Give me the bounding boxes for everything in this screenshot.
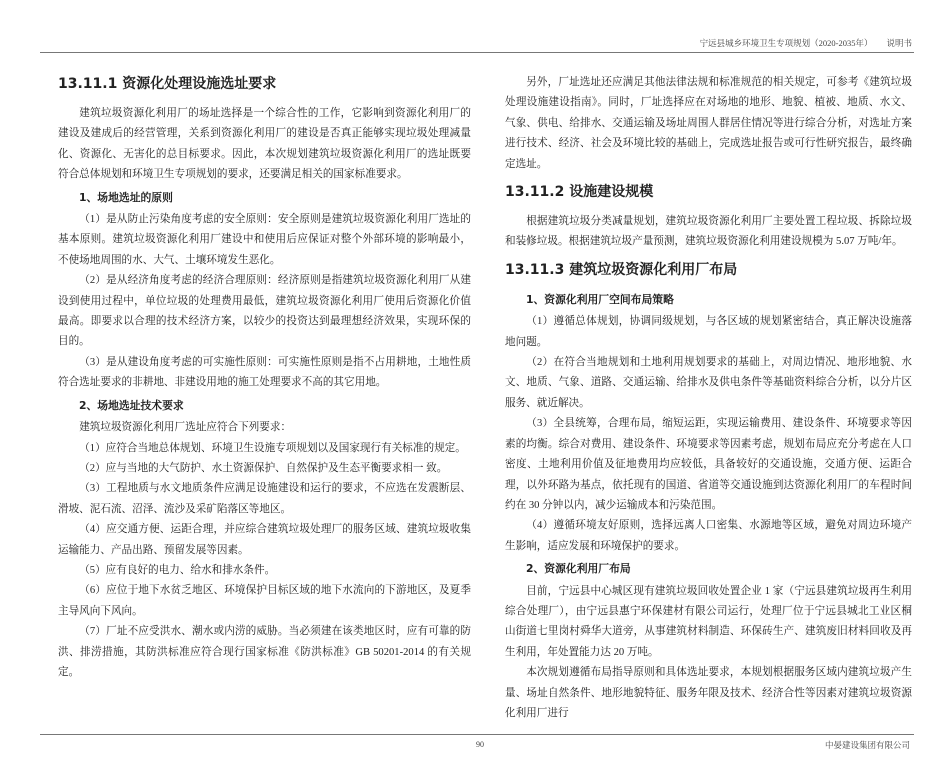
- requirement-item: （5）应有良好的电力、给水和排水条件。: [79, 564, 276, 576]
- subheading-plant-layout: 2、资源化利用厂布局: [526, 562, 631, 576]
- left-column: [58, 71, 471, 724]
- other-regulations-paragraph: 另外，厂址选址还应满足其他法律法规和标准规范的相关规定，可参考《建筑垃圾处理设施建设指南》。同时，厂址选择应在对场地的地形、地貌、植被、地质、水文、气象、供电、给排水、交通运输及场址周围人群居住情况等进行综合分析，对选址方案进行技术、经济、社会及环境比较的基础上，完成选址报告或可行性研究报告，最终确定选址。: [505, 77, 912, 170]
- strategy-item: （4）遵循环境友好原则，选择远离人口密集、水源地等区域，避免对周边环境产生影响，适应发展和环境保护的要求。: [505, 520, 912, 552]
- principle-item: （2）是从经济角度考虑的经济合理原则：经济原则是指建筑垃圾资源化利用厂从建设到使用过程中，单位垃圾的处理费用最低，建筑垃圾资源化利用厂使用后资源化价值最高。即要求以合理的技术经济方案，以较少的投资达到最理想经济效果，实现环保的目的。: [58, 275, 471, 348]
- page-header: [686, 37, 914, 49]
- principle-item: （3）是从建设角度考虑的可实施性原则：可实施性原则是指不占用耕地，土地性质符合选址要求的非耕地、非建设用地的施工处理要求不高的其它用地。: [58, 356, 471, 389]
- requirement-item: （6）应位于地下水贫乏地区、环境保护目标区域的地下水流向的下游地区，及夏季主导风向下风向。: [58, 585, 471, 617]
- layout-paragraph: 目前，宁远县中心城区现有建筑垃圾回收处置企业 1 家（宁远县建筑垃圾再生利用综合处理厂），由宁远县惠宁环保建材有限公司运行，处理厂位于宁远县城北工业区桐山街道七里岗村舜华大道旁，从事建筑材料制造、环保砖生产、建筑废旧材料回收及再生利用，年处置能力达 20 万吨。: [505, 585, 912, 658]
- strategy-item: （2）在符合当地规划和土地利用规划要求的基础上，对周边情况、地形地貌、水文、地质、气象、道路、交通运输、给排水及供电条件等基础资料综合分析，以分片区服务、就近解决。: [505, 357, 912, 409]
- strategy-item: （3）全县统筹，合理布局，缩短运距，实现运输费用、建设条件、环境要求等因素的均衡。综合对费用、建设条件、环境要求等因素考虑，规划布局应充分考虑在人口密度、土地利用价值及征地费用均应较低，具备较好的交通设施，交通方便、运距合理，以外环路为基点，依托现有的国道、省道等交通设施到达资源化利用厂的车程时间约在 30 分钟以内，减少运输成本和污染范围。: [505, 418, 912, 511]
- section-heading-13-11-3: 13.11.3 建筑垃圾资源化利用厂布局: [505, 261, 738, 278]
- subheading-site-principles: 1、场地选址的原则: [79, 190, 173, 204]
- requirement-item: （7）厂址不应受洪水、潮水或内涝的威胁。当必须建在该类地区时，应有可靠的防洪、排涝措施，其防洪标准应符合现行国家标准《防洪标准》GB 50201-2014 的有关规定。: [58, 626, 471, 678]
- strategy-item: （1）遵循总体规划，协调同级规划，与各区域的规划紧密结合，真正解决设施落地问题。: [505, 316, 912, 348]
- subheading-layout-strategy: 1、资源化利用厂空间布局策略: [526, 292, 674, 306]
- header-doc-type: 说明书: [886, 38, 912, 48]
- header-title: 宁远县城乡环境卫生专项规划（2020-2035年）: [699, 38, 873, 48]
- page-number: 90: [476, 740, 484, 750]
- section-heading-13-11-2: 13.11.2 设施建设规模: [505, 184, 654, 201]
- page-footer: [40, 739, 914, 759]
- requirement-item: （1）应符合当地总体规划、环境卫生设施专项规划以及国家现行有关标准的规定。: [79, 442, 466, 454]
- right-column: [505, 71, 912, 724]
- requirements-intro: 建筑垃圾资源化利用厂选址应符合下列要求：: [79, 422, 292, 434]
- principle-item: （1）是从防止污染角度考虑的安全原则：安全原则是建筑垃圾资源化利用厂选址的基本原则。建筑垃圾资源化利用厂建设中和使用后应保证对整个外部环境的影响最小，不使场地周围的水、大气、土壤环境发生恶化。: [58, 214, 471, 266]
- scale-paragraph: 根据建筑垃圾分类减量规划，建筑垃圾资源化利用厂主要处置工程垃圾、拆除垃圾和装修垃圾。根据建筑垃圾产量预测，建筑垃圾资源化利用建设规模为 5.07 万吨/年。: [505, 216, 912, 248]
- content-columns: [40, 53, 914, 724]
- requirement-item: （4）应交通方便、运距合理，并应综合建筑垃圾处理厂的服务区域、建筑垃圾收集运输能力、产品出路、预留发展等因素。: [58, 524, 471, 556]
- requirement-item: （3）工程地质与水文地质条件应满足设施建设和运行的要求，不应选在发震断层、滑坡、泥石流、沼泽、流沙及采矿陷落区等地区。: [58, 483, 471, 515]
- footer-divider: [40, 734, 914, 735]
- layout-paragraph: 本次规划遵循布局指导原则和具体选址要求，本规划根据服务区域内建筑垃圾产生量、场址自然条件、地形地貌特征、服务年限及技术、经济合性等因素对建筑垃圾资源化利用厂进行: [505, 667, 912, 719]
- footer-company: 中晏建设集团有限公司: [824, 740, 910, 751]
- subheading-technical-requirements: 2、场地选址技术要求: [79, 398, 184, 412]
- intro-paragraph: 建筑垃圾资源化利用厂的场址选择是一个综合性的工作，它影响到资源化利用厂的建设及建成后的经营管理，关系到资源化利用厂的建设是否真正能够实现垃圾处理减量化、资源化、无害化的总目标要求。因此，本次规划建筑垃圾资源化利用厂的选址既要符合总体规划和环境卫生专项规划的要求，还要满足相关的国家标准要求。: [58, 108, 471, 181]
- section-heading-13-11-1: 13.11.1 资源化处理设施选址要求: [58, 76, 277, 92]
- requirement-item: （2）应与当地的大气防护、水土资源保护、自然保护及生态平衡要求相一 致。: [79, 462, 448, 474]
